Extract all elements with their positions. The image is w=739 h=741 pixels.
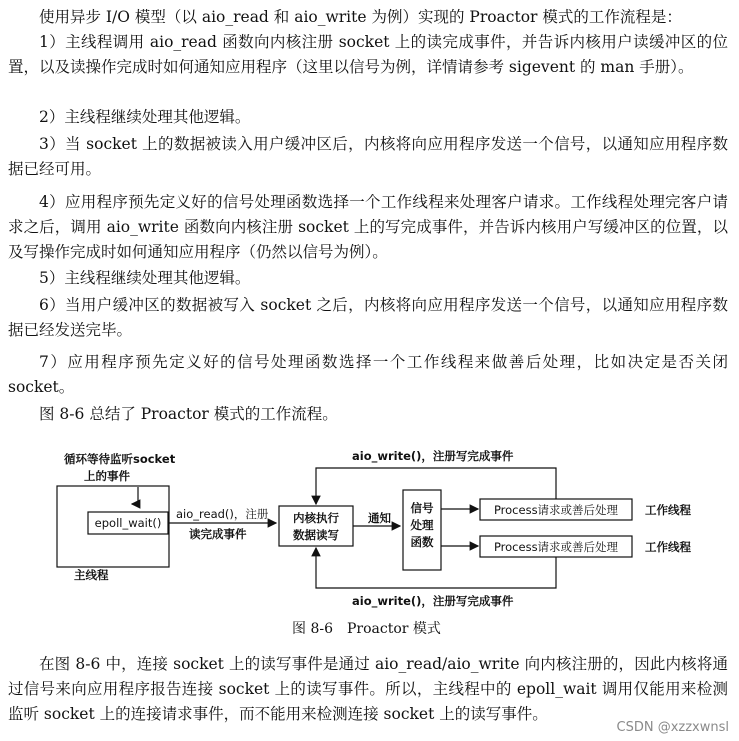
step-6-paragraph: 6）当用户缓冲区的数据被写入 socket 之后，内核将向应用程序发送一个信号，以通知应用程序数据已经发送完毕。 bbox=[8, 296, 728, 339]
kernel-label-line1: 内核执行 bbox=[293, 511, 339, 525]
step-7-paragraph: 7）应用程序预先定义好的信号处理函数选择一个工作线程来做善后处理，比如决定是否关闭 socket。 bbox=[8, 353, 728, 396]
aio-write-label-bottom: aio_write()，注册写完成事件 bbox=[352, 594, 514, 608]
notify-label: 通知 bbox=[368, 511, 391, 525]
after-figure-paragraph: 在图 8-6 中，连接 socket 上的读写事件是通过 aio_read/aio_write 向内核注册的，因此内核将通过信号来向应用程序报告连接 socket 上的读写事件。所以，主线程中的 epoll_wait 调用仅能用来检测监听 socket 上的连接请求事件，而不能用来检测连接 socket 上的读写事件。 bbox=[8, 655, 728, 723]
aio-read-label-line2: 读完成事件 bbox=[189, 527, 247, 541]
step-4-paragraph: 4）应用程序预先定义好的信号处理函数选择一个工作线程来处理客户请求。工作线程处理完客户请求之后，调用 aio_write 函数向内核注册 socket 上的写完成事件，并告诉内核用户写缓冲区的位置，以及写操作完成时如何通知应用程序（仍然以信号为例）。 bbox=[8, 193, 728, 261]
step-5-paragraph: 5）主线程继续处理其他逻辑。 bbox=[39, 269, 251, 287]
intro-paragraph: 使用异步 I/O 模型（以 aio_read 和 aio_write 为例）实现的 Proactor 模式的工作流程是： bbox=[39, 8, 682, 26]
worker-thread-top: 工作线程 bbox=[645, 503, 691, 517]
proactor-diagram bbox=[0, 438, 739, 648]
loop-label-line1: 循环等待监听socket bbox=[64, 452, 176, 466]
figure-summary: 图 8-6 总结了 Proactor 模式的工作流程。 bbox=[39, 405, 338, 423]
figure-caption: 图 8-6 Proactor 模式 bbox=[292, 621, 441, 637]
signal-label-line3: 函数 bbox=[410, 535, 434, 549]
worker-thread-bottom: 工作线程 bbox=[645, 540, 691, 554]
epoll-wait-label: epoll_wait() bbox=[94, 516, 162, 530]
watermark: CSDN @xzzxwnsl bbox=[616, 720, 729, 735]
kernel-label-line2: 数据读写 bbox=[293, 528, 339, 542]
signal-label-line2: 处理 bbox=[410, 518, 434, 532]
aio-read-label-line1: aio_read()，注册 bbox=[176, 507, 269, 521]
main-thread-label: 主线程 bbox=[74, 568, 109, 582]
loop-label-line2: 上的事件 bbox=[84, 469, 130, 483]
step-3-paragraph: 3）当 socket 上的数据被读入用户缓冲区后，内核将向应用程序发送一个信号，以通知应用程序数据已经可用。 bbox=[8, 135, 728, 178]
step-1-paragraph: 1）主线程调用 aio_read 函数向内核注册 socket 上的读完成事件，并告诉内核用户读缓冲区的位置，以及读操作完成时如何通知应用程序（这里以信号为例，详情请参考 sigevent 的 man 手册）。 bbox=[8, 33, 728, 76]
process-label-bottom: Process请求或善后处理 bbox=[493, 540, 619, 554]
process-label-top: Process请求或善后处理 bbox=[493, 503, 619, 517]
aio-write-label-top: aio_write()，注册写完成事件 bbox=[352, 449, 514, 463]
step-2-paragraph: 2）主线程继续处理其他逻辑。 bbox=[39, 108, 251, 126]
signal-label-line1: 信号 bbox=[410, 501, 434, 515]
